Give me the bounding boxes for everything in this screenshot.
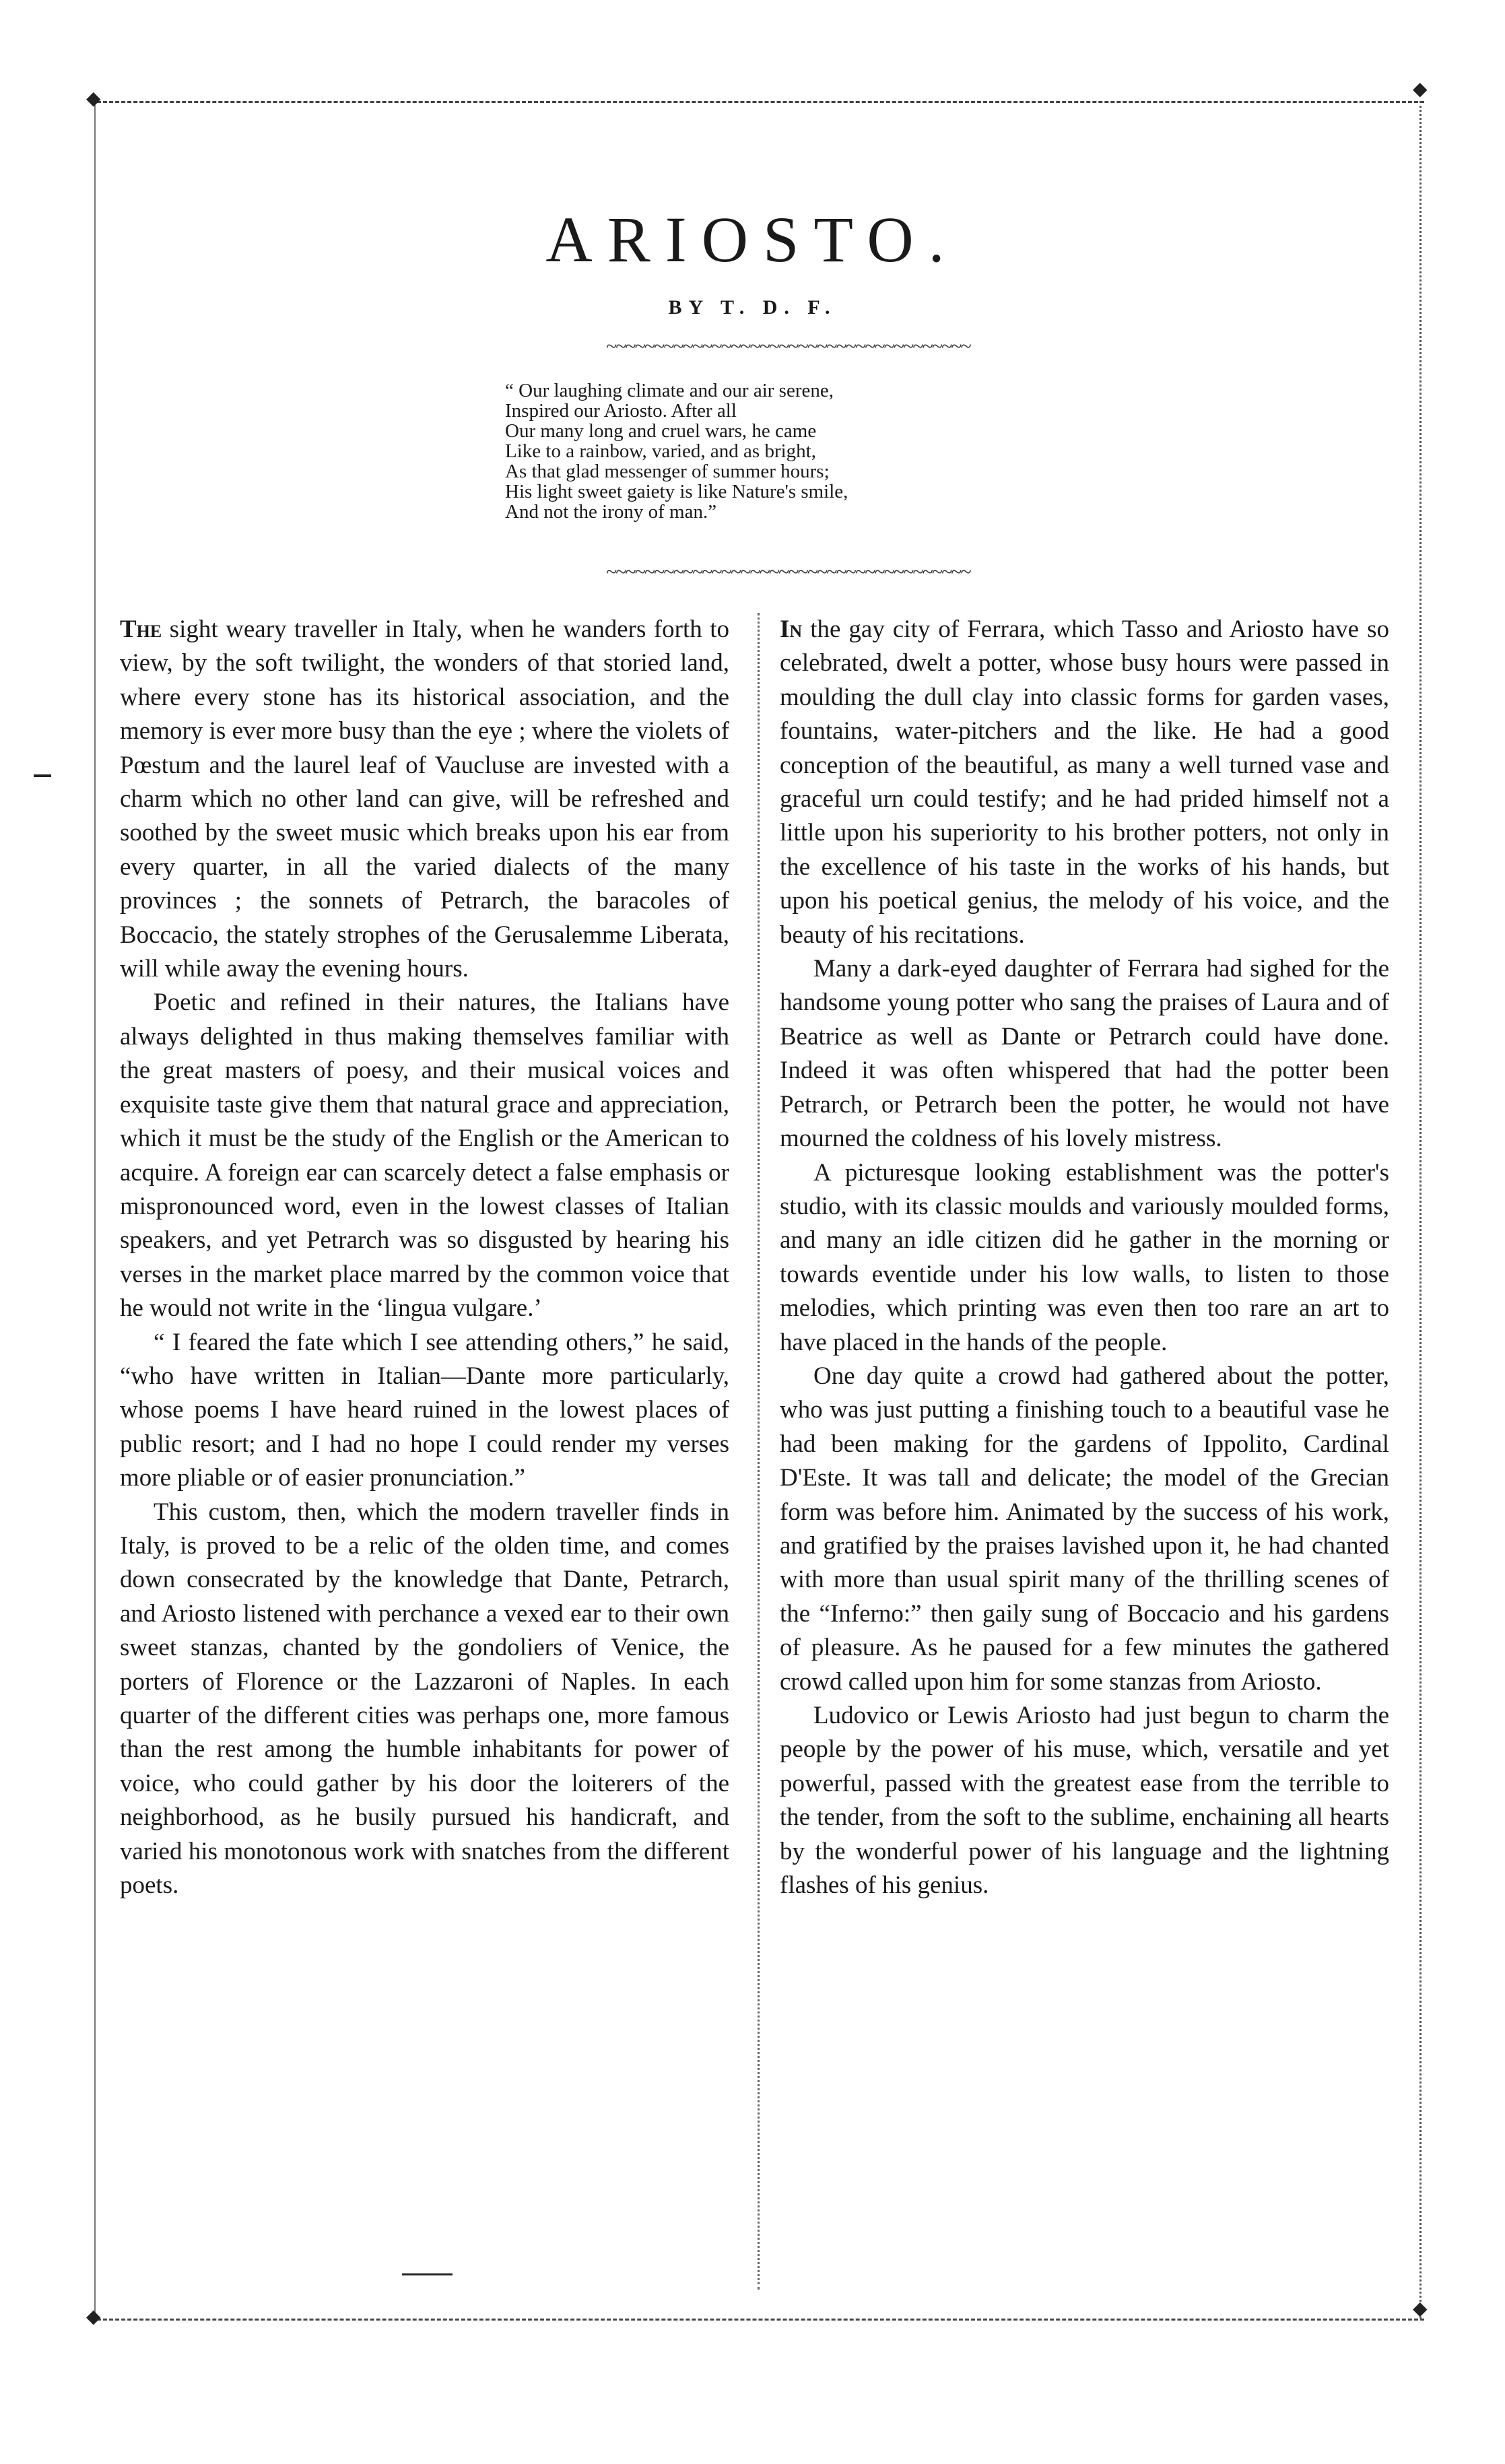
frame-right-border xyxy=(1419,101,1422,2319)
epigraph xyxy=(505,380,1057,522)
ornament-rule-bottom: ~~~~~~~~~~~~~~~~~~~~~~~~~~~~~~~~~~~~~~ xyxy=(606,561,970,583)
epigraph-line: As that glad messenger of summer hours; xyxy=(505,461,830,482)
frame-bottom-border xyxy=(91,2319,1424,2321)
corner-ornament-bottom-left: ◆ xyxy=(86,2306,101,2327)
article-title: ARIOSTO. xyxy=(545,203,960,275)
epigraph-line: Like to a rainbow, varied, and as bright, xyxy=(505,440,816,462)
epigraph-line: “ Our laughing climate and our air serene, xyxy=(505,380,834,401)
paragraph xyxy=(120,613,729,986)
paragraph-opening-word: The xyxy=(120,615,162,643)
epigraph-line: Our many long and cruel wars, he came xyxy=(505,420,817,442)
paragraph: This custom, then, which the modern traveller finds in Italy, is proved to be a relic of the olden time, and comes down consecrated by the knowledge that Dante, Petrarch, and Ariosto listened with perchance a vexed ear to their own sweet stanzas, chanted by the gondoliers of Venice, the porters of Florence or the Lazzaroni of Naples. In each quarter of the different cities was perhaps one, more famous than the rest among the humble inhabitants for power of voice, who could gather by his door the loiterers of the neighborhood, as he busily pursued his handicraft, and varied his monotonous work with snatches from the different poets. xyxy=(120,1498,729,1900)
column-divider xyxy=(758,613,760,2290)
paragraph xyxy=(780,613,1389,952)
paragraph: A picturesque looking establishment was the potter's studio, with its classic moulds and variously moulded forms, and many an idle citizen did he gather in the morning or towards eventide under his low walls, to listen to those melodies, which printing was even then too rare an art to have placed in the hands of the people. xyxy=(780,1158,1389,1356)
margin-mark xyxy=(34,774,51,777)
paragraph-opening-word: In xyxy=(780,615,803,643)
frame-left-border xyxy=(94,101,96,2319)
epigraph-line: His light sweet gaiety is like Nature's smile, xyxy=(505,481,848,502)
paragraph: One day quite a crowd had gathered about the potter, who was just putting a finishing touch to a beautiful vase he had been making for the gardens of Ippolito, Cardinal D'Este. It was tall and delicate; the model of the Grecian form was before him. Animated by the success of his work, and gratified by the praises lavished upon it, he had chanted with more than usual spirit many of the thrilling scenes of the “Inferno:” then gaily sung of Boccacio and his gardens of pleasure. As he paused for a few minutes the gathered crowd called upon him for some stanzas from Ariosto. xyxy=(780,1362,1389,1696)
paragraph-text: the gay city of Ferrara, which Tasso and Ariosto have so celebrated, dwelt a potter, whose busy hours were passed in moulding the dull clay into classic forms for garden vases, fountains, water-pitchers and the like. He had a good conception of the beautiful, as many a well turned vase and graceful urn could testify; and he had prided himself not a little upon his superiority to his brother potters, not only in the excellence of his taste in the works of his hands, but upon his poetical genius, the melody of his voice, and the beauty of his recitations. xyxy=(780,615,1389,949)
ornament-rule-top: ~~~~~~~~~~~~~~~~~~~~~~~~~~~~~~~~~~~~~~ xyxy=(606,335,970,358)
right-column xyxy=(780,613,1389,1902)
corner-ornament-top-left: ◆ xyxy=(86,88,101,109)
corner-ornament-top-right: ◆ xyxy=(1413,79,1428,100)
epigraph-line: Inspired our Ariosto. After all xyxy=(505,400,737,422)
byline: BY T. D. F. xyxy=(668,296,837,319)
paragraph: “ I feared the fate which I see attending others,” he said, “who have written in Italian—Dante more particularly, whose poems I have heard ruined in the lowest places of public resort; and I had no hope I could render my verses more pliable or of easier pronunciation.” xyxy=(120,1328,729,1492)
frame-top-border xyxy=(91,101,1424,103)
paragraph: Many a dark-eyed daughter of Ferrara had sighed for the handsome young potter who sang the praises of Laura and of Beatrice as well as Dante or Petrarch could have done. Indeed it was often whispered that had the potter been Petrarch, or Petrarch been the potter, he would not have mourned the coldness of his lovely mistress. xyxy=(780,955,1389,1153)
paragraph: Poetic and refined in their natures, the Italians have always delighted in thus making themselves familiar with the great masters of poesy, and their musical voices and exquisite taste give them that natural grace and appreciation, which it must be the study of the English or the American to acquire. A foreign ear can scarcely detect a false emphasis or mispronounced word, even in the lowest classes of Italian speakers, and yet Petrarch was so disgusted by hearing his verses in the market place marred by the common voice that he would not write in the ‘lingua vulgare.’ xyxy=(120,989,729,1323)
corner-ornament-bottom-right: ◆ xyxy=(1413,2298,1428,2319)
epigraph-line: And not the irony of man.” xyxy=(505,501,717,523)
left-column xyxy=(120,613,729,1902)
paragraph-text: sight weary traveller in Italy, when he wanders forth to view, by the soft twilight, the wonders of that storied land, where every stone has its historical association, and the memory is ever more busy than the eye ; where the violets of Pœstum and the laurel leaf of Vaucluse are invested with a charm which no other land can give, will be refreshed and soothed by the sweet music which breaks upon his ear from every quarter, in all the varied dialects of the many provinces ; the sonnets of Petrarch, the baracoles of Boccacio, the stately strophes of the Gerusalemme Liberata, will while away the evening hours. xyxy=(120,615,729,983)
paragraph: Ludovico or Lewis Ariosto had just begun to charm the people by the power of his muse, which, versatile and yet powerful, passed with the greatest ease from the terrible to the tender, from the soft to the sublime, enchaining all hearts by the wonderful power of his language and the lightning flashes of his genius. xyxy=(780,1702,1389,1900)
section-end-rule xyxy=(402,2273,453,2275)
